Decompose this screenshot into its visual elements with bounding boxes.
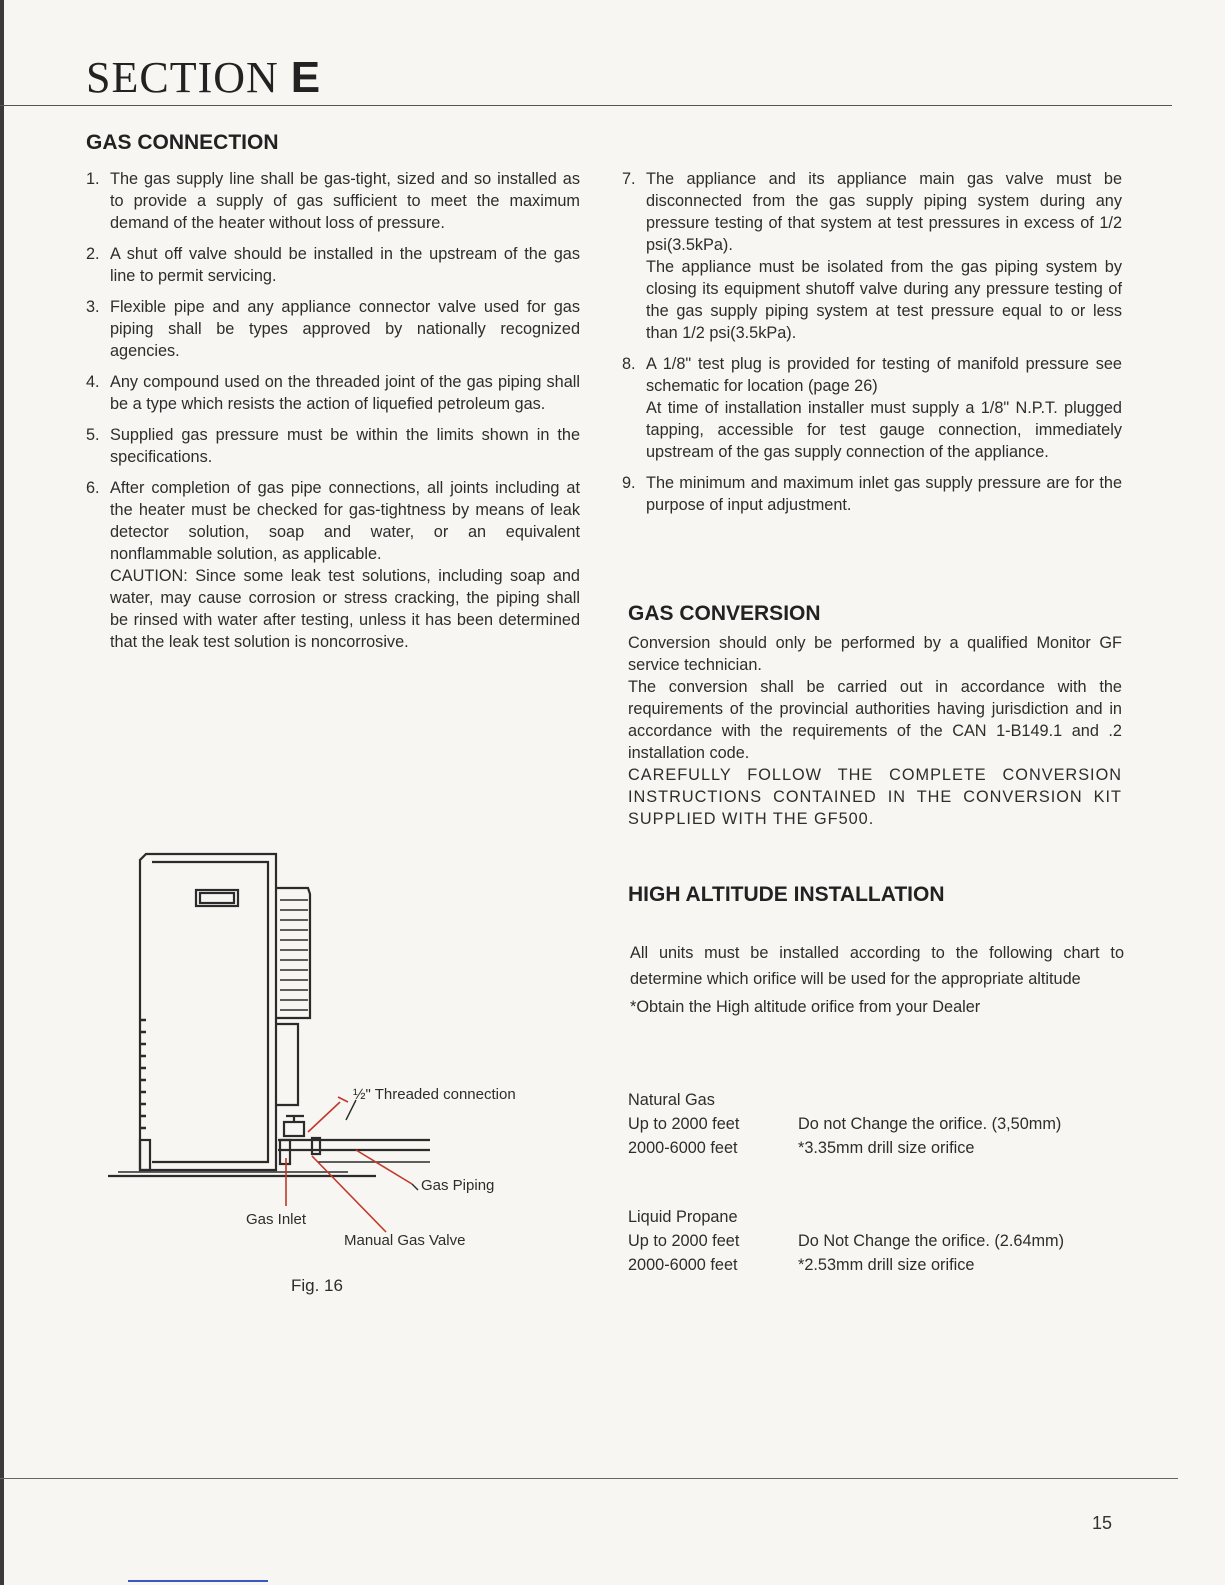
item-number: 1. [86, 170, 100, 188]
list-item [86, 168, 580, 234]
item-text: A 1/8" test plug is provided for testing of manifold pressure see schematic for location (page 26) [646, 355, 1122, 395]
item-number: 4. [86, 373, 100, 391]
section-title [86, 52, 321, 103]
list-item [622, 472, 1122, 516]
list-item [622, 168, 1122, 344]
orifice-action: *2.53mm drill size orifice [798, 1256, 975, 1274]
gas-connection-heading: GAS CONNECTION [86, 131, 279, 154]
table-row [628, 1136, 1122, 1160]
item-number: 8. [622, 355, 636, 373]
item-text: The gas supply line shall be gas-tight, sized and so installed as to provide a supply of gas sufficient to meet the maximum demand of the heater without loss of pressure. [110, 170, 580, 232]
caution-text: CAUTION: Since some leak test solutions, including soap and water, may cause corrosion or stress cracking, the piping shall be rinsed with water after testing, unless it has been determined that the leak test solution is noncorrosive. [110, 567, 580, 651]
gas-piping-label: Gas Piping [421, 1177, 495, 1194]
altitude-paragraph: All units must be installed according to the following chart to determine which orifice will be used for the appropriate altitude [630, 944, 1124, 988]
section-letter: E [290, 53, 322, 102]
heater-figure [100, 840, 580, 1310]
page-number: 15 [1092, 1513, 1113, 1533]
altitude-note: *Obtain the High altitude orifice from your Dealer [630, 998, 981, 1016]
item-text: The minimum and maximum inlet gas supply pressure are for the purpose of input adjustment. [646, 474, 1122, 514]
natural-gas-title: Natural Gas [628, 1091, 715, 1109]
gas-conversion-heading: GAS CONVERSION [628, 602, 821, 625]
liquid-propane-table [628, 1205, 1122, 1277]
orifice-action: Do not Change the orifice. (3,50mm) [798, 1115, 1062, 1133]
list-item [86, 424, 580, 468]
gas-conversion-body [628, 632, 1122, 830]
threaded-connection-label: ½" Threaded connection [353, 1086, 516, 1103]
section-word: SECTION [86, 53, 279, 102]
heater-illustration [100, 840, 580, 1310]
liquid-propane-title: Liquid Propane [628, 1208, 738, 1226]
table-row [628, 1112, 1122, 1136]
item-text: Any compound used on the threaded joint of the gas piping shall be a type which resists the action of liquefied petroleum gas. [110, 373, 580, 413]
header-rule [0, 105, 1172, 106]
list-item [86, 477, 580, 653]
item-number: 3. [86, 298, 100, 316]
gas-inlet-label: Gas Inlet [246, 1211, 307, 1228]
orifice-action: *3.35mm drill size orifice [798, 1139, 975, 1157]
bottom-underline [128, 1580, 268, 1582]
item-text-continued: At time of installation installer must supply a 1/8" N.P.T. plugged tapping, accessible for test gauge connection, immediately upstream of the gas supply connection of the appliance. [646, 399, 1122, 461]
list-item [86, 243, 580, 287]
item-number: 7. [622, 170, 636, 188]
item-number: 5. [86, 426, 100, 444]
item-text: Supplied gas pressure must be within the limits shown in the specifications. [110, 426, 580, 466]
high-altitude-heading: HIGH ALTITUDE INSTALLATION [628, 883, 945, 906]
item-text: The appliance and its appliance main gas valve must be disconnected from the gas supply piping system during any pressure testing of that system at test pressures in excess of 1/2 psi(3.5kPa). [646, 170, 1122, 254]
figure-caption: Fig. 16 [291, 1276, 343, 1295]
orifice-action: Do Not Change the orifice. (2.64mm) [798, 1232, 1065, 1250]
manual-gas-valve-label: Manual Gas Valve [344, 1232, 466, 1249]
item-text: Flexible pipe and any appliance connector valve used for gas piping shall be types approved by nationally recognized agencies. [110, 298, 580, 360]
item-number: 2. [86, 245, 100, 263]
list-item [622, 353, 1122, 463]
list-item [86, 371, 580, 415]
altitude-range: Up to 2000 feet [628, 1115, 740, 1133]
page-edge [0, 0, 4, 1585]
high-altitude-body [630, 940, 1124, 1020]
table-row [628, 1253, 1122, 1277]
altitude-range: Up to 2000 feet [628, 1232, 740, 1250]
item-number: 6. [86, 479, 100, 497]
natural-gas-table [628, 1088, 1122, 1160]
footer-rule [0, 1478, 1178, 1479]
table-row [628, 1229, 1122, 1253]
gas-connection-list-left [86, 168, 580, 662]
gas-connection-list-right [622, 168, 1122, 525]
conversion-instructions: CAREFULLY FOLLOW THE COMPLETE CONVERSION INSTRUCTIONS CONTAINED IN THE CONVERSION KIT SUPPLIED WITH THE GF500. [628, 766, 1122, 828]
conversion-paragraph: Conversion should only be performed by a qualified Monitor GF service technician. [628, 634, 1122, 674]
altitude-range: 2000-6000 feet [628, 1256, 738, 1274]
altitude-range: 2000-6000 feet [628, 1139, 738, 1157]
item-text: A shut off valve should be installed in the upstream of the gas line to permit servicing. [110, 245, 580, 285]
item-text-continued: The appliance must be isolated from the gas piping system by closing its equipment shutoff valve during any pressure testing of the gas supply piping system at test pressure equal to or less than 1/2 psi(3.5kPa). [646, 258, 1122, 342]
conversion-paragraph: The conversion shall be carried out in accordance with the requirements of the provincial authorities having jurisdiction and in accordance with the requirements of the CAN 1-B149.1 and .2 installation code. [628, 678, 1122, 762]
item-text: After completion of gas pipe connections, all joints including at the heater must be checked for gas-tightness by means of leak detector solution, soap and water, or an equivalent nonflammable solution, as applicable. [110, 479, 580, 563]
item-number: 9. [622, 474, 636, 492]
list-item [86, 296, 580, 362]
